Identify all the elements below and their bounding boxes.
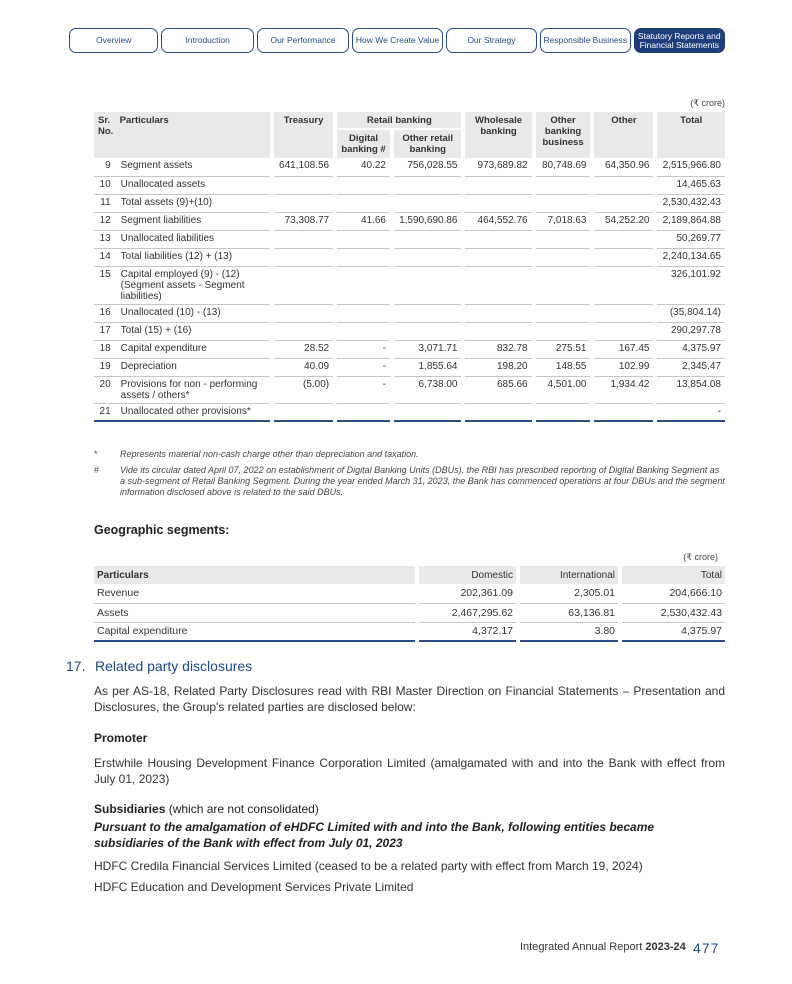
cell-wholesale: 832.78: [463, 340, 533, 358]
table-row: [94, 230, 725, 248]
cell-digital: [335, 266, 392, 304]
cell-particulars: Unallocated assets: [117, 176, 272, 194]
subsidiaries-statement: Pursuant to the amalgamation of eHDFC Limited with and into the Bank, following entities became subsidiaries of the Bank with effect from July 01, 2023: [94, 820, 655, 850]
cell-treasury: [272, 403, 335, 421]
col-particulars: Particulars: [117, 112, 272, 158]
cell-treasury: [272, 322, 335, 340]
unit-label: (₹ crore): [690, 98, 725, 108]
cell-digital: -: [335, 376, 392, 403]
geo-cell-total: 2,530,432.43: [620, 603, 725, 622]
section-title: Related party disclosures: [95, 658, 253, 674]
subsidiaries-note: (which are not consolidated): [168, 802, 319, 816]
cell-other: [592, 266, 655, 304]
cell-sr: 9: [94, 158, 117, 176]
table-row: [94, 584, 725, 603]
cell-sr: 11: [94, 194, 117, 212]
cell-other-banking: [534, 266, 593, 304]
cell-treasury: [272, 176, 335, 194]
cell-wholesale: [463, 248, 533, 266]
cell-particulars: Unallocated (10) - (13): [117, 304, 272, 322]
cell-wholesale: [463, 304, 533, 322]
footer-report: Integrated Annual Report 2023-24: [520, 941, 686, 953]
cell-digital: [335, 194, 392, 212]
cell-other: 54,252.20: [592, 212, 655, 230]
cell-total: 2,515,966.80: [655, 158, 725, 176]
cell-other-retail: [392, 403, 464, 421]
tab-introduction[interactable]: Introduction: [161, 28, 253, 53]
cell-total: -: [655, 403, 725, 421]
cell-other-banking: [534, 304, 593, 322]
cell-other: [592, 176, 655, 194]
col-digital: Digital banking #: [335, 129, 392, 158]
cell-digital: 41.66: [335, 212, 392, 230]
subsidiaries-title: Subsidiaries: [94, 802, 166, 816]
cell-total: 2,189,864.88: [655, 212, 725, 230]
cell-other-banking: [534, 230, 593, 248]
cell-wholesale: 685.66: [463, 376, 533, 403]
promoter-text: Erstwhile Housing Development Finance Corporation Limited (amalgamated with and into the Bank with effect from July 01, 2023): [94, 756, 725, 786]
cell-other: 1,934.42: [592, 376, 655, 403]
cell-sr: 19: [94, 358, 117, 376]
cell-other: [592, 230, 655, 248]
geo-cell-international: 63,136.81: [518, 603, 620, 622]
cell-total: (35,804.14): [655, 304, 725, 322]
cell-wholesale: [463, 194, 533, 212]
cell-particulars: Depreciation: [117, 358, 272, 376]
cell-other-retail: 1,590,690.86: [392, 212, 464, 230]
cell-other: [592, 194, 655, 212]
cell-particulars: Provisions for non - performing assets / others*: [117, 376, 272, 403]
table-row: [94, 358, 725, 376]
table-row: [94, 322, 725, 340]
cell-total: 14,465.63: [655, 176, 725, 194]
tab-responsible-business[interactable]: Responsible Business: [540, 28, 630, 53]
table-row: [94, 248, 725, 266]
col-retail: Retail banking: [335, 112, 463, 129]
cell-other: 167.45: [592, 340, 655, 358]
cell-other-banking: [534, 248, 593, 266]
cell-sr: 15: [94, 266, 117, 304]
subsidiaries-heading: [94, 802, 319, 816]
cell-other-retail: 3,071.71: [392, 340, 464, 358]
cell-other-banking: 4,501.00: [534, 376, 593, 403]
cell-sr: 14: [94, 248, 117, 266]
cell-wholesale: [463, 403, 533, 421]
cell-digital: [335, 403, 392, 421]
cell-other: [592, 322, 655, 340]
cell-other-retail: [392, 230, 464, 248]
footnote-hash: # Vide its circular dated April 07, 2022 on establishment of Digital Banking Units (DBUs), the RBI has prescribed reporting of Digital Banking Segment as a sub-segment of Retail Banking Segment. During the year ended March 31, 2023, the Bank has commenced operations at four DBUs and the segment information disclosed above is related to the said DBUs.: [94, 465, 725, 497]
cell-treasury: 641,108.56: [272, 158, 335, 176]
geo-table: [94, 566, 725, 642]
cell-other: [592, 248, 655, 266]
cell-sr: 18: [94, 340, 117, 358]
cell-total: 2,530,432.43: [655, 194, 725, 212]
cell-wholesale: 464,552.76: [463, 212, 533, 230]
cell-treasury: [272, 304, 335, 322]
cell-treasury: [272, 248, 335, 266]
cell-other-retail: [392, 248, 464, 266]
cell-digital: -: [335, 340, 392, 358]
cell-other-banking: [534, 194, 593, 212]
tab-overview[interactable]: Overview: [69, 28, 158, 53]
table-row: [94, 376, 725, 403]
geo-cell-total: 204,666.10: [620, 584, 725, 603]
entity-education: HDFC Education and Development Services Private Limited: [94, 880, 414, 894]
cell-sr: 16: [94, 304, 117, 322]
col-other: Other: [592, 112, 655, 158]
cell-other-banking: 148.55: [534, 358, 593, 376]
cell-other-retail: [392, 322, 464, 340]
tab-our-strategy[interactable]: Our Strategy: [446, 28, 537, 53]
cell-other-retail: [392, 304, 464, 322]
cell-wholesale: [463, 230, 533, 248]
cell-sr: 13: [94, 230, 117, 248]
cell-wholesale: [463, 322, 533, 340]
geo-col-international: International: [518, 566, 620, 584]
table-row: [94, 212, 725, 230]
cell-other: 102.99: [592, 358, 655, 376]
geo-cell-particulars: Revenue: [94, 584, 417, 603]
cell-other-retail: 756,028.55: [392, 158, 464, 176]
cell-other-banking: 275.51: [534, 340, 593, 358]
tab-statutory-reports[interactable]: Statutory Reports and Financial Statements: [634, 28, 725, 53]
section-number: 17.: [66, 658, 86, 674]
col-sr: Sr. No.: [94, 112, 117, 158]
tab-how-we-create-value[interactable]: How We Create Value: [352, 28, 442, 53]
cell-total: 4,375.97: [655, 340, 725, 358]
table-row: [94, 194, 725, 212]
geo-cell-particulars: Capital expenditure: [94, 622, 417, 641]
cell-sr: 20: [94, 376, 117, 403]
cell-total: 326,101.92: [655, 266, 725, 304]
cell-digital: [335, 176, 392, 194]
cell-particulars: Total (15) + (16): [117, 322, 272, 340]
cell-other-retail: [392, 194, 464, 212]
table-row: [94, 158, 725, 176]
geo-cell-international: 3.80: [518, 622, 620, 641]
cell-wholesale: [463, 176, 533, 194]
geo-unit-label: (₹ crore): [683, 552, 718, 562]
section-tabs: [69, 28, 725, 53]
geo-cell-domestic: 2,467,295.62: [417, 603, 518, 622]
cell-digital: [335, 248, 392, 266]
cell-other-retail: 6,738.00: [392, 376, 464, 403]
cell-other-banking: [534, 403, 593, 421]
cell-sr: 10: [94, 176, 117, 194]
cell-digital: -: [335, 358, 392, 376]
cell-other: [592, 304, 655, 322]
tab-our-performance[interactable]: Our Performance: [257, 28, 349, 53]
cell-treasury: (5.00): [272, 376, 335, 403]
cell-other-retail: [392, 266, 464, 304]
cell-particulars: Unallocated liabilities: [117, 230, 272, 248]
cell-particulars: Segment liabilities: [117, 212, 272, 230]
cell-particulars: Total assets (9)+(10): [117, 194, 272, 212]
cell-total: 50,269.77: [655, 230, 725, 248]
cell-other: [592, 403, 655, 421]
cell-treasury: [272, 266, 335, 304]
table-row: [94, 403, 725, 421]
cell-particulars: Segment assets: [117, 158, 272, 176]
geo-cell-international: 2,305.01: [518, 584, 620, 603]
geo-cell-domestic: 202,361.09: [417, 584, 518, 603]
geo-col-domestic: Domestic: [417, 566, 518, 584]
table-row: [94, 266, 725, 304]
geo-cell-domestic: 4,372.17: [417, 622, 518, 641]
segment-table: [94, 112, 725, 422]
col-total: Total: [655, 112, 725, 158]
section-intro: As per AS-18, Related Party Disclosures read with RBI Master Direction on Financial Statements – Presentation and Disclosures, the Group's related parties are disclosed below:: [94, 684, 725, 714]
cell-total: 2,345.47: [655, 358, 725, 376]
cell-total: 290,297.78: [655, 322, 725, 340]
cell-digital: [335, 304, 392, 322]
entity-credila: HDFC Credila Financial Services Limited (ceased to be a related party with effect from March 19, 2024): [94, 859, 643, 873]
col-treasury: Treasury: [272, 112, 335, 158]
col-other-retail: Other retail banking: [392, 129, 464, 158]
promoter-heading: Promoter: [94, 731, 148, 745]
cell-wholesale: [463, 266, 533, 304]
cell-other-retail: 1,855.64: [392, 358, 464, 376]
cell-other-banking: 80,748.69: [534, 158, 593, 176]
table-row: [94, 622, 725, 641]
cell-treasury: 28.52: [272, 340, 335, 358]
cell-total: 2,240,134.65: [655, 248, 725, 266]
table-row: [94, 176, 725, 194]
table-row: [94, 340, 725, 358]
cell-other-banking: 7,018.63: [534, 212, 593, 230]
cell-sr: 12: [94, 212, 117, 230]
table-row: [94, 603, 725, 622]
col-other-banking: Other banking business: [534, 112, 593, 158]
cell-total: 13,854.08: [655, 376, 725, 403]
cell-wholesale: 198.20: [463, 358, 533, 376]
page-number: 477: [693, 940, 720, 956]
footnote-star: * Represents material non-cash charge other than depreciation and taxation.: [94, 449, 419, 459]
cell-digital: [335, 322, 392, 340]
cell-particulars: Capital expenditure: [117, 340, 272, 358]
col-wholesale: Wholesale banking: [463, 112, 533, 158]
cell-other-retail: [392, 176, 464, 194]
cell-sr: 17: [94, 322, 117, 340]
cell-treasury: 73,308.77: [272, 212, 335, 230]
cell-treasury: [272, 230, 335, 248]
cell-wholesale: 973,689.82: [463, 158, 533, 176]
cell-other: 64,350.96: [592, 158, 655, 176]
cell-particulars: Capital employed (9) - (12) (Segment assets - Segment liabilities): [117, 266, 272, 304]
cell-treasury: 40.09: [272, 358, 335, 376]
geo-heading: Geographic segments:: [94, 523, 230, 537]
geo-col-particulars: Particulars: [94, 566, 417, 584]
cell-sr: 21: [94, 403, 117, 421]
cell-particulars: Total liabilities (12) + (13): [117, 248, 272, 266]
cell-particulars: Unallocated other provisions*: [117, 403, 272, 421]
cell-treasury: [272, 194, 335, 212]
geo-cell-total: 4,375.97: [620, 622, 725, 641]
cell-other-banking: [534, 176, 593, 194]
table-row: [94, 304, 725, 322]
geo-cell-particulars: Assets: [94, 603, 417, 622]
cell-digital: [335, 230, 392, 248]
cell-digital: 40.22: [335, 158, 392, 176]
geo-col-total: Total: [620, 566, 725, 584]
cell-other-banking: [534, 322, 593, 340]
